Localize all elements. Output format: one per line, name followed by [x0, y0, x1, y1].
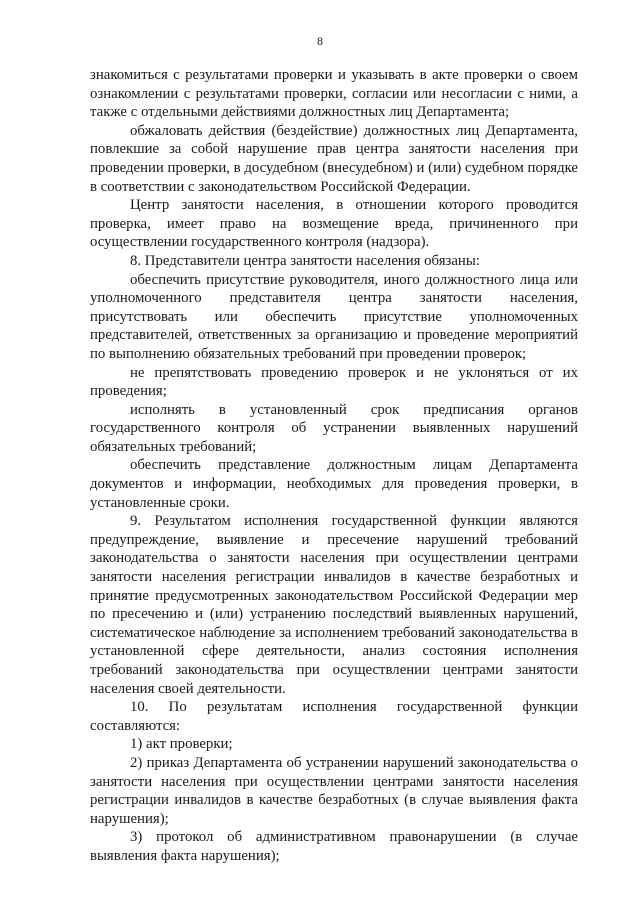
list-item-offense-protocol: 3) протокол об административном правонарушении (в случае выявления факта нарушения); — [90, 829, 578, 864]
paragraph-not-obstruct: не препятствовать проведению проверок и не уклоняться от их проведения; — [90, 364, 578, 400]
paragraph-provide-documents: обеспечить представление должностным лицам Департамента документов и информации, необходимых для проведения проверки, в установленные сроки. — [90, 457, 578, 511]
page-number: 8 — [317, 34, 323, 48]
paragraph-appeal-actions: обжаловать действия (бездействие) должностных лиц Департамента, повлекшие за собой нарушение прав центра занятости населения при проведении проверки, в досудебном (внесудебном) и (или) судебном порядке в соответствии с законодательством Российской Федерации. — [90, 122, 578, 195]
paragraph-execute-orders: исполнять в установленный срок предписания органов государственного контроля об устранении выявленных нарушений обязательных требований; — [90, 401, 578, 455]
list-item-inspection-act: 1) акт проверки; — [130, 736, 233, 753]
paragraph-clause-8-heading: 8. Представители центра занятости населения обязаны: — [130, 252, 480, 269]
document-body — [90, 66, 578, 866]
paragraph-clause-10: 10. По результатам исполнения государственной функции составляются: — [90, 699, 578, 734]
paragraph-ensure-presence: обеспечить присутствие руководителя, иного должностного лица или уполномоченного представителя центра занятости населения, присутствовать или обеспечить присутствие уполномоченных представителей, ответственных за организацию и проведение мероприятий по выполнению обязательных требований при проведении проверок; — [90, 271, 578, 362]
paragraph-compensation-right: Центр занятости населения, в отношении которого проводится проверка, имеет право на возмещение вреда, причиненного при осуществлении государственного контроля (надзора). — [90, 197, 578, 251]
paragraph-acquaint-results: знакомиться с результатами проверки и указывать в акте проверки о своем ознакомлении с результатами проверки, согласии или несогласии с ними, а также с отдельными действиями должностных лиц Департамента; — [90, 67, 578, 121]
paragraph-clause-9: 9. Результатом исполнения государственной функции являются предупреждение, выявление и пресечение нарушений требований законодательства о занятости населения при осуществлении центрами занятости населения регистрации инвалидов в качестве безработных и принятие предусмотренных законодательством Российской Федерации мер по пресечению и (или) устранению последствий выявленных нарушений, систематическое наблюдение за исполнением требований законодательства в установленной сфере деятельности, анализ состояния исполнения требований законодательства при осуществлении центрами занятости населения своей деятельности. — [90, 513, 578, 697]
list-item-department-order: 2) приказ Департамента об устранении нарушений законодательства о занятости населения при осуществлении центрами занятости населения регистрации инвалидов в качестве безработных (в случае выявления факта нарушения); — [90, 754, 578, 827]
